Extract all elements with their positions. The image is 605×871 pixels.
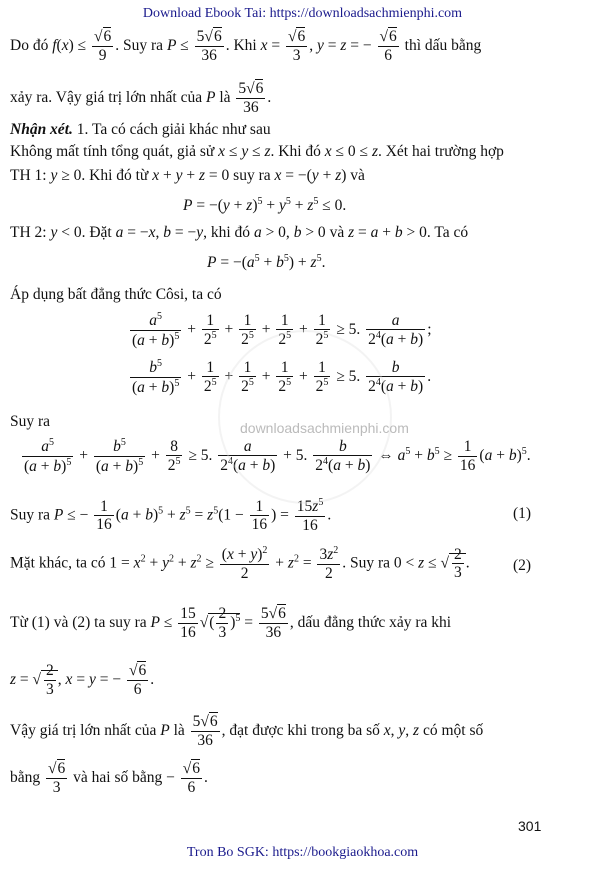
watermark-text: downloadsachmienphi.com [240, 420, 409, 436]
watermark-logo [218, 330, 392, 504]
line-tu-1-2: Từ (1) và (2) ta suy ra P ≤ $\frac{15}{16}$ √( $\frac{2}{3}$ )$^5$ = $\frac{5√6}{36}$ , dấu đẳng thức xảy ra khi [10, 605, 452, 641]
line-kmttq: Không mất tính tổng quát, giả sử x ≤ y ≤ z. Khi đó x ≤ 0 ≤ z. Xét hai trường hợp [10, 143, 504, 160]
line-2: xảy ra. Vậy giá trị lớn nhất của P là $\frac{5√6}{36}$ . [10, 80, 272, 116]
line-ap-dung: Áp dụng bất đẳng thức Côsi, ta có [10, 286, 222, 303]
eq-cosi-1: $\frac{a^5}{(a + b)^5}$ + $\frac{1}{2^5}$ + $\frac{1}{2^5}$ + $\frac{1}{2^5}$ + $\frac{1}{2^5}$ ≥ 5. $\frac{a}{2^4(a + b)}$ ; [132, 311, 432, 350]
eq-th1: $P = -(y + z)^5 + y^5 + z^5 \le 0$. [183, 196, 347, 215]
label-1: (1) [513, 505, 532, 522]
page-number: 301 [518, 818, 542, 834]
line-bang: bằng $\frac{√6}{3}$ và hai số bằng − $\frac{√6}{6}$ . [10, 760, 208, 796]
line-th2: TH 2: y < 0. Đặt a = −x, b = −y, khi đó a > 0, b > 0 và z = a + b > 0. Ta có [10, 224, 469, 241]
line-mat-khac: Mặt khác, ta có $1 = x^2 + y^2 + z^2$ ≥ $\frac{(x + y)^2}{2}$ + $z^2$ = $\frac{3z^2}{2}$ . Suy ra 0 < z ≤ √ $\frac{2}{3}$ . [10, 545, 470, 582]
line-th1: TH 1: y ≥ 0. Khi đó từ x + y + z = 0 suy ra x = −(y + z) và [10, 167, 365, 184]
eq-sum: $\frac{a^5}{(a + b)^5}$ + $\frac{b^5}{(a + b)^5}$ + $\frac{8}{2^5}$ ≥ 5. $\frac{a}{2^4(a + b)}$ + 5. $\frac{b}{2^4(a + b)}$ ⇔ $a^5 + b^5$ ≥ $\frac{1}{16}$ $(a + b)^5$. [24, 437, 531, 476]
line-eq-1: Suy ra P ≤ − $\frac{1}{16}$ $(a + b)^5 + z^5 = z^5(1$ − $\frac{1}{16}$ ) = $\frac{15z^5}{16}$ . [10, 497, 332, 534]
page-header: Download Ebook Tai: https://downloadsachmienphi.com [142, 6, 463, 21]
eq-cosi-2: $\frac{b^5}{(a + b)^5}$ + $\frac{1}{2^5}$ + $\frac{1}{2^5}$ + $\frac{1}{2^5}$ + $\frac{1}{2^5}$ ≥ 5. $\frac{b}{2^4(a + b)}$ . [132, 358, 432, 397]
line-1: Do đó f(x) ≤ $\frac{√6}{9}$ . Suy ra P ≤ $\frac{5√6}{36}$ . Khi x = $\frac{√6}{3}$ , y = z = − $\frac{√6}{6}$ thì dấu bằng [10, 28, 482, 64]
line-vay: Vậy giá trị lớn nhất của P là $\frac{5√6}{36}$ , đạt được khi trong ba số x, y, z có một số [10, 713, 484, 749]
line-nhan-xet: Nhận xét. 1. Ta có cách giải khác như sau [10, 121, 271, 138]
line-suy-ra: Suy ra [10, 413, 51, 430]
label-2: (2) [513, 557, 532, 574]
eq-th2: $P = -(a^5 + b^5) + z^5$. [207, 253, 326, 272]
page-footer: Tron Bo SGK: https://bookgiaokhoa.com [186, 845, 419, 860]
line-equality: z = √ $\frac{2}{3}$ , x = y = − $\frac{√6}{6}$ . [10, 662, 155, 698]
